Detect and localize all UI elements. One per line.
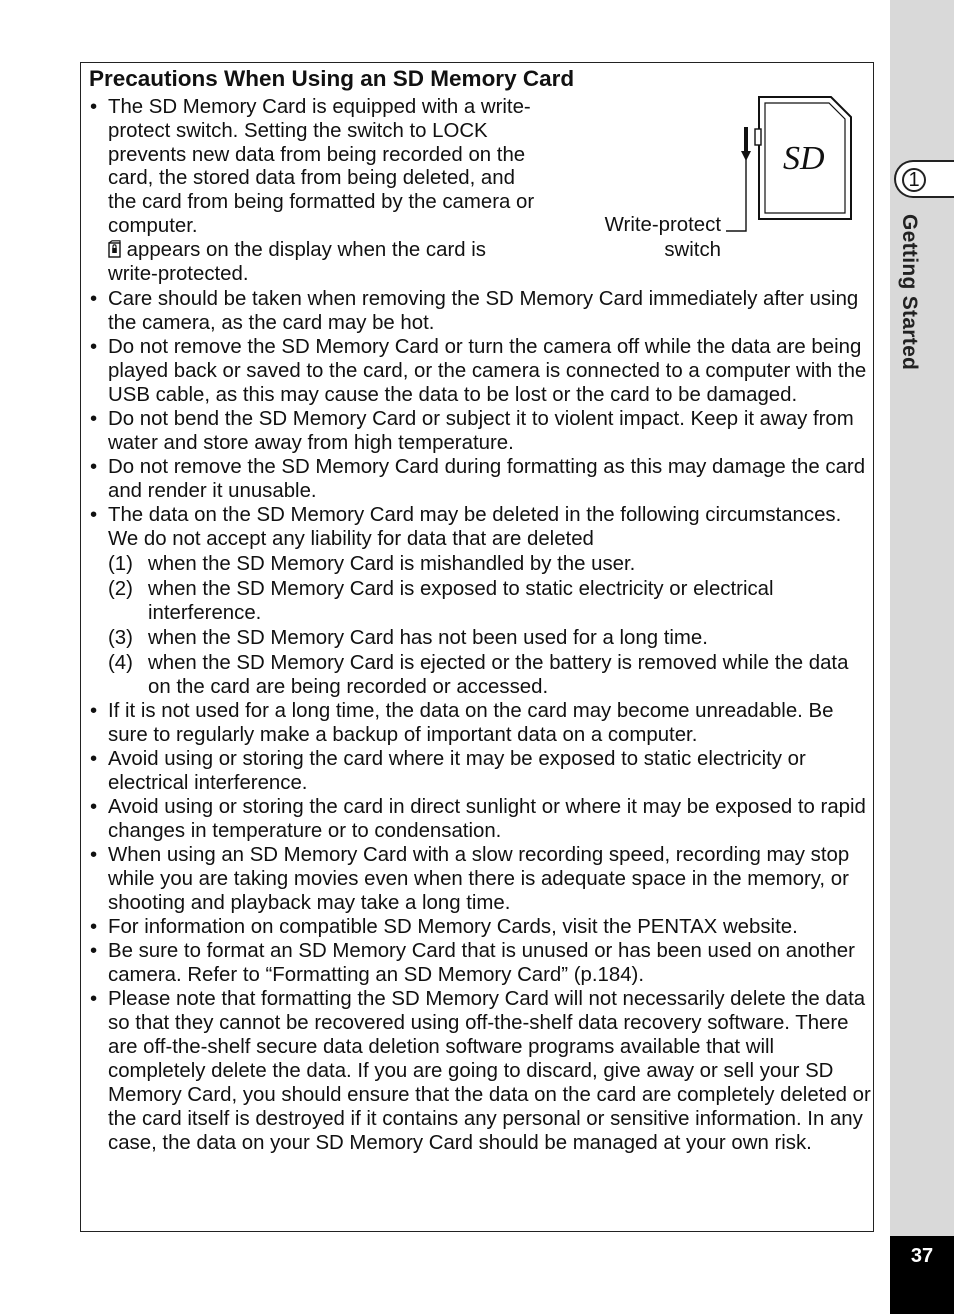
switch-leader-line xyxy=(722,153,762,233)
intro-line: card, the stored data from being deleted, and xyxy=(108,167,515,190)
precautions-list xyxy=(81,287,871,1155)
intro-line: computer. xyxy=(108,214,198,237)
box-title: Precautions When Using an SD Memory Card xyxy=(89,66,575,91)
sd-logo: SD xyxy=(783,140,825,177)
sub-item: (3) when the SD Memory Card has not been used for a long time. xyxy=(108,627,708,649)
intro-line: the card from being formatted by the camera or xyxy=(108,191,535,214)
list-item: • When using an SD Memory Card with a slow recording speed, recording may stop while you are taking movies even when there is adequate space in the memory, or shooting and playback may take a long time. xyxy=(81,843,871,915)
list-item: • Please note that formatting the SD Memory Card will not necessarily delete the data so that they cannot be recovered using off-the-shelf data recovery software. There are off-the-shelf secure data deletion software programs available that will completely delete the data. If you are going to discard, give away or sell your SD Memory Card, you should ensure that the data on the card are completely deleted or the card itself is destroyed if it contains any personal or sensitive information. In any case, the data on your SD Memory Card should be managed at your own risk. xyxy=(81,987,871,1155)
intro-line: protect switch. Setting the switch to LOCK xyxy=(108,119,488,142)
list-item: • Do not remove the SD Memory Card during formatting as this may damage the card and render it unusable. xyxy=(81,455,871,503)
page-number: 37 xyxy=(890,1236,954,1314)
list-item: • Do not bend the SD Memory Card or subject it to violent impact. Keep it away from water and store away from high temperature. xyxy=(81,407,871,455)
list-item: • Care should be taken when removing the SD Memory Card immediately after using the camera, as the card may be hot. xyxy=(81,287,871,335)
chapter-number-badge xyxy=(894,160,954,198)
chapter-title: Getting Started xyxy=(898,214,921,371)
sub-item: (2) when the SD Memory Card is exposed to static electricity or electrical interference. xyxy=(108,578,774,624)
list-item: • Avoid using or storing the card where it may be exposed to static electricity or electrical interference. xyxy=(81,747,871,795)
caption-line: Write-protect xyxy=(604,214,721,236)
list-item: • For information on compatible SD Memory Cards, visit the PENTAX website. xyxy=(81,915,871,939)
list-item: • Avoid using or storing the card in direct sunlight or where it may be exposed to rapid changes in temperature or to condensation. xyxy=(81,795,871,843)
list-item: • The data on the SD Memory Card may be deleted in the following circumstances. We do not accept any liability for data that are deleted xyxy=(81,503,871,551)
precautions-box xyxy=(80,62,874,1232)
list-item: • Be sure to format an SD Memory Card that is unused or has been used on another camera. Refer to “Formatting an SD Memory Card” (p.184). xyxy=(81,939,871,987)
intro-bullet xyxy=(81,96,581,286)
chapter-number: 1 xyxy=(902,168,926,192)
intro-line: prevents new data from being recorded on the xyxy=(108,143,526,166)
switch-caption xyxy=(581,213,721,262)
intro-line: write-protected. xyxy=(108,262,249,285)
intro-lock-line: appears on the display when the card is xyxy=(108,239,581,263)
card-lock-icon xyxy=(108,240,121,258)
list-item: • If it is not used for a long time, the data on the card may become unreadable. Be sure to regularly make a backup of important data on a computer. xyxy=(81,699,871,747)
sub-item: (1) when the SD Memory Card is mishandled by the user. xyxy=(108,553,636,575)
intro-line: • The SD Memory Card is equipped with a write- xyxy=(108,96,531,118)
caption-line: switch xyxy=(664,238,721,261)
intro-bullet-text xyxy=(81,96,581,286)
list-item: • Do not remove the SD Memory Card or turn the camera off while the data are being played back or saved to the card, or the camera is connected to a computer with the USB cable, as this may cause the data to be lost or the card to be damaged. xyxy=(81,335,871,407)
sub-item: (4) when the SD Memory Card is ejected or the battery is removed while the data on the card are being recorded or accessed. xyxy=(108,652,849,698)
